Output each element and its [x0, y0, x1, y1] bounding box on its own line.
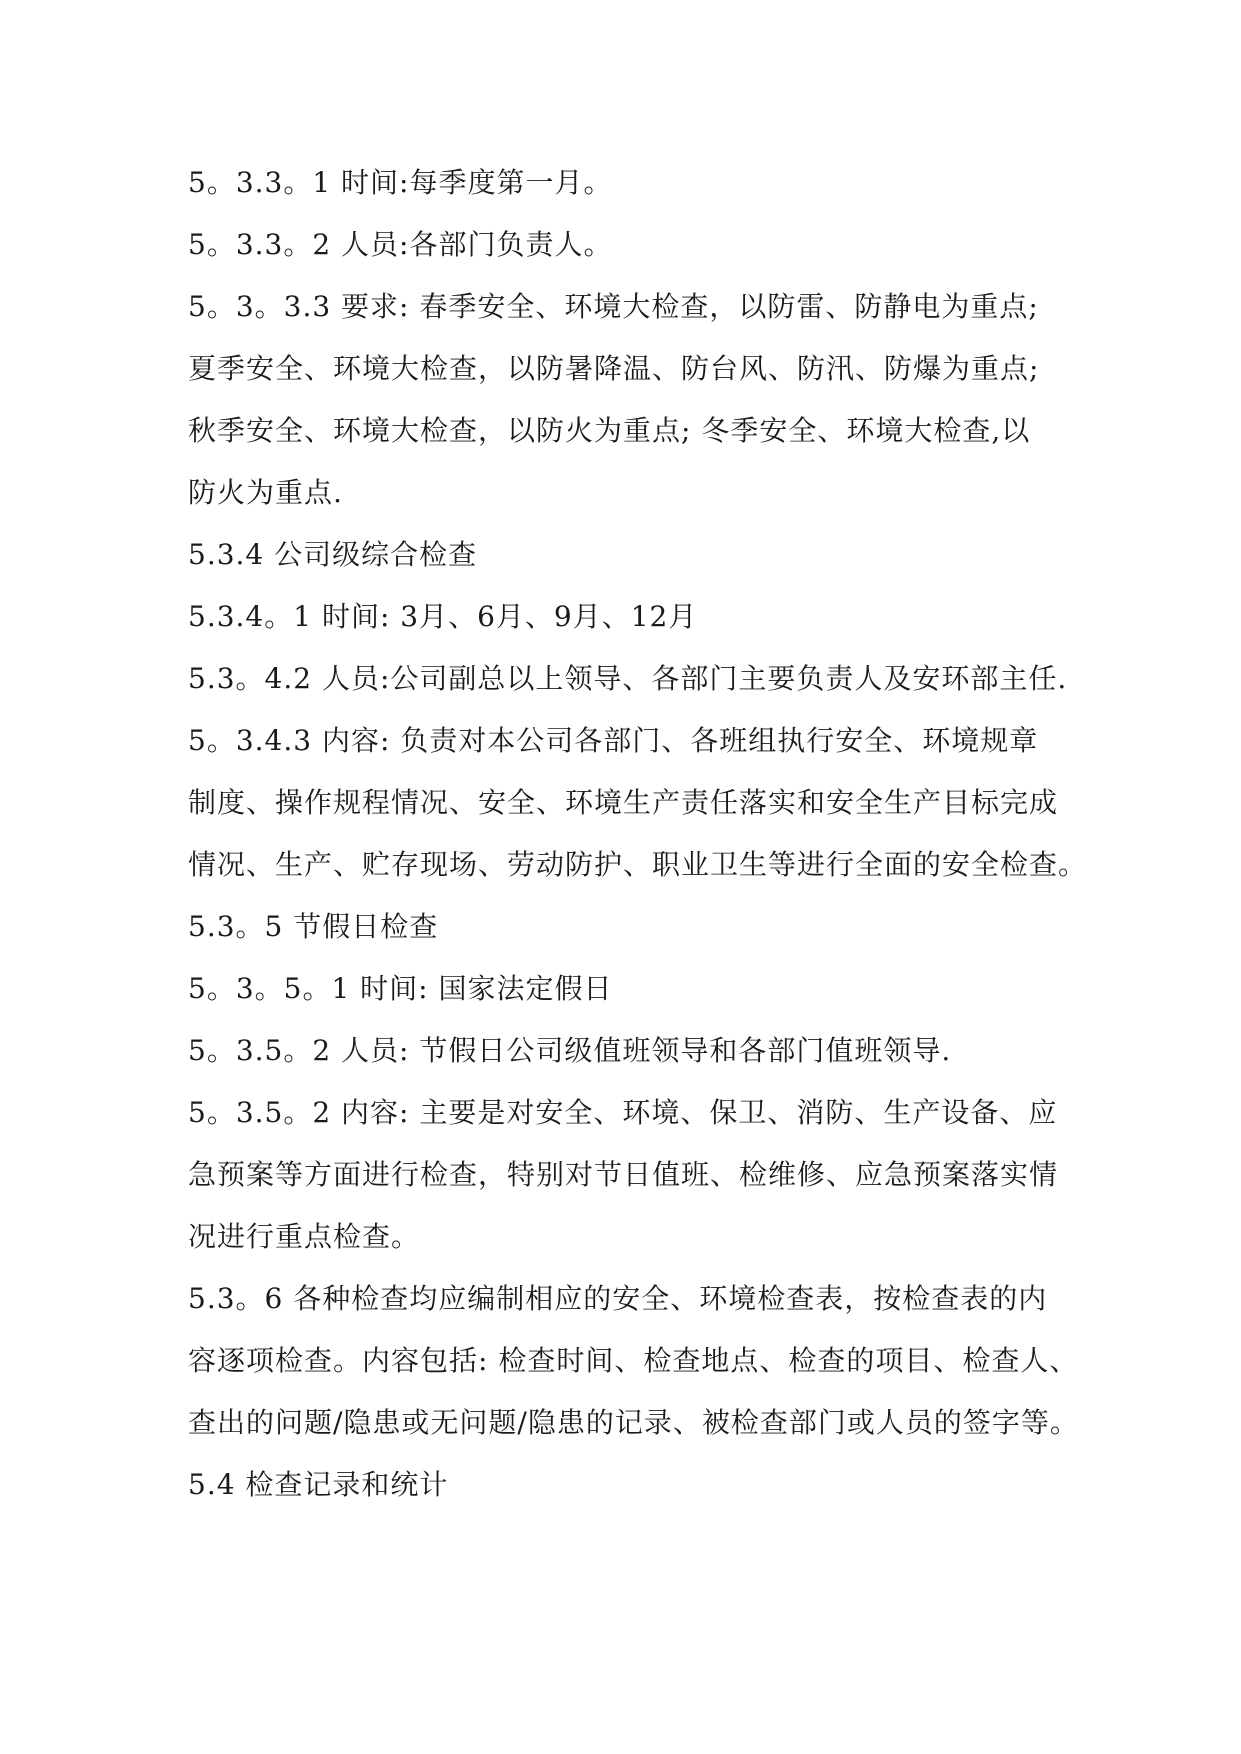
text-line: 夏季安全、环境大检查，以防暑降温、防台风、防汛、防爆为重点;: [188, 352, 1040, 385]
text-line: 5.3。4.2 人员:公司副总以上领导、各部门主要负责人及安环部主任.: [188, 662, 1068, 695]
document-body: [188, 152, 1088, 1516]
text-line: 急预案等方面进行检查，特别对节日值班、检维修、应急预案落实情: [188, 1158, 1059, 1191]
text-line: 秋季安全、环境大检查，以防火为重点; 冬季安全、环境大检查,以: [188, 414, 1031, 447]
text-line: 查出的问题/隐患或无问题/隐患的记录、被检查部门或人员的签字等。: [188, 1406, 1079, 1439]
text-line: 容逐项检查。内容包括: 检查时间、检查地点、检查的项目、检查人、: [188, 1344, 1079, 1377]
text-line: 5。3。5。1 时间: 国家法定假日: [188, 972, 613, 1005]
text-line: 5。3.4.3 内容: 负责对本公司各部门、各班组执行安全、环境规章: [188, 724, 1039, 757]
text-line: 防火为重点.: [188, 476, 343, 509]
text-line: 5.3。6 各种检查均应编制相应的安全、环境检查表，按检查表的内: [188, 1282, 1048, 1315]
text-line: 5。3.5。2 内容: 主要是对安全、环境、保卫、消防、生产设备、应: [188, 1096, 1058, 1129]
section-heading: 5.4 检查记录和统计: [188, 1468, 449, 1501]
text-line: 5。3.3。2 人员:各部门负责人。: [188, 228, 613, 261]
text-line: 况进行重点检查。: [188, 1220, 421, 1253]
text-line: 5。3。3.3 要求: 春季安全、环境大检查，以防雷、防静电为重点;: [188, 290, 1039, 323]
text-line: 制度、操作规程情况、安全、环境生产责任落实和安全生产目标完成: [188, 786, 1059, 819]
text-line: 情况、生产、贮存现场、劳动防护、职业卫生等进行全面的安全检查。: [188, 848, 1088, 881]
text-line: 5。3.5。2 人员: 节假日公司级值班领导和各部门值班领导.: [188, 1034, 952, 1067]
text-line: 5.3.4。1 时间: 3月、6月、9月、12月: [188, 600, 698, 633]
text-line: 5。3.3。1 时间:每季度第一月。: [188, 166, 613, 199]
section-heading: 5.3。5 节假日检查: [188, 910, 439, 943]
section-heading: 5.3.4 公司级综合检查: [188, 538, 478, 571]
